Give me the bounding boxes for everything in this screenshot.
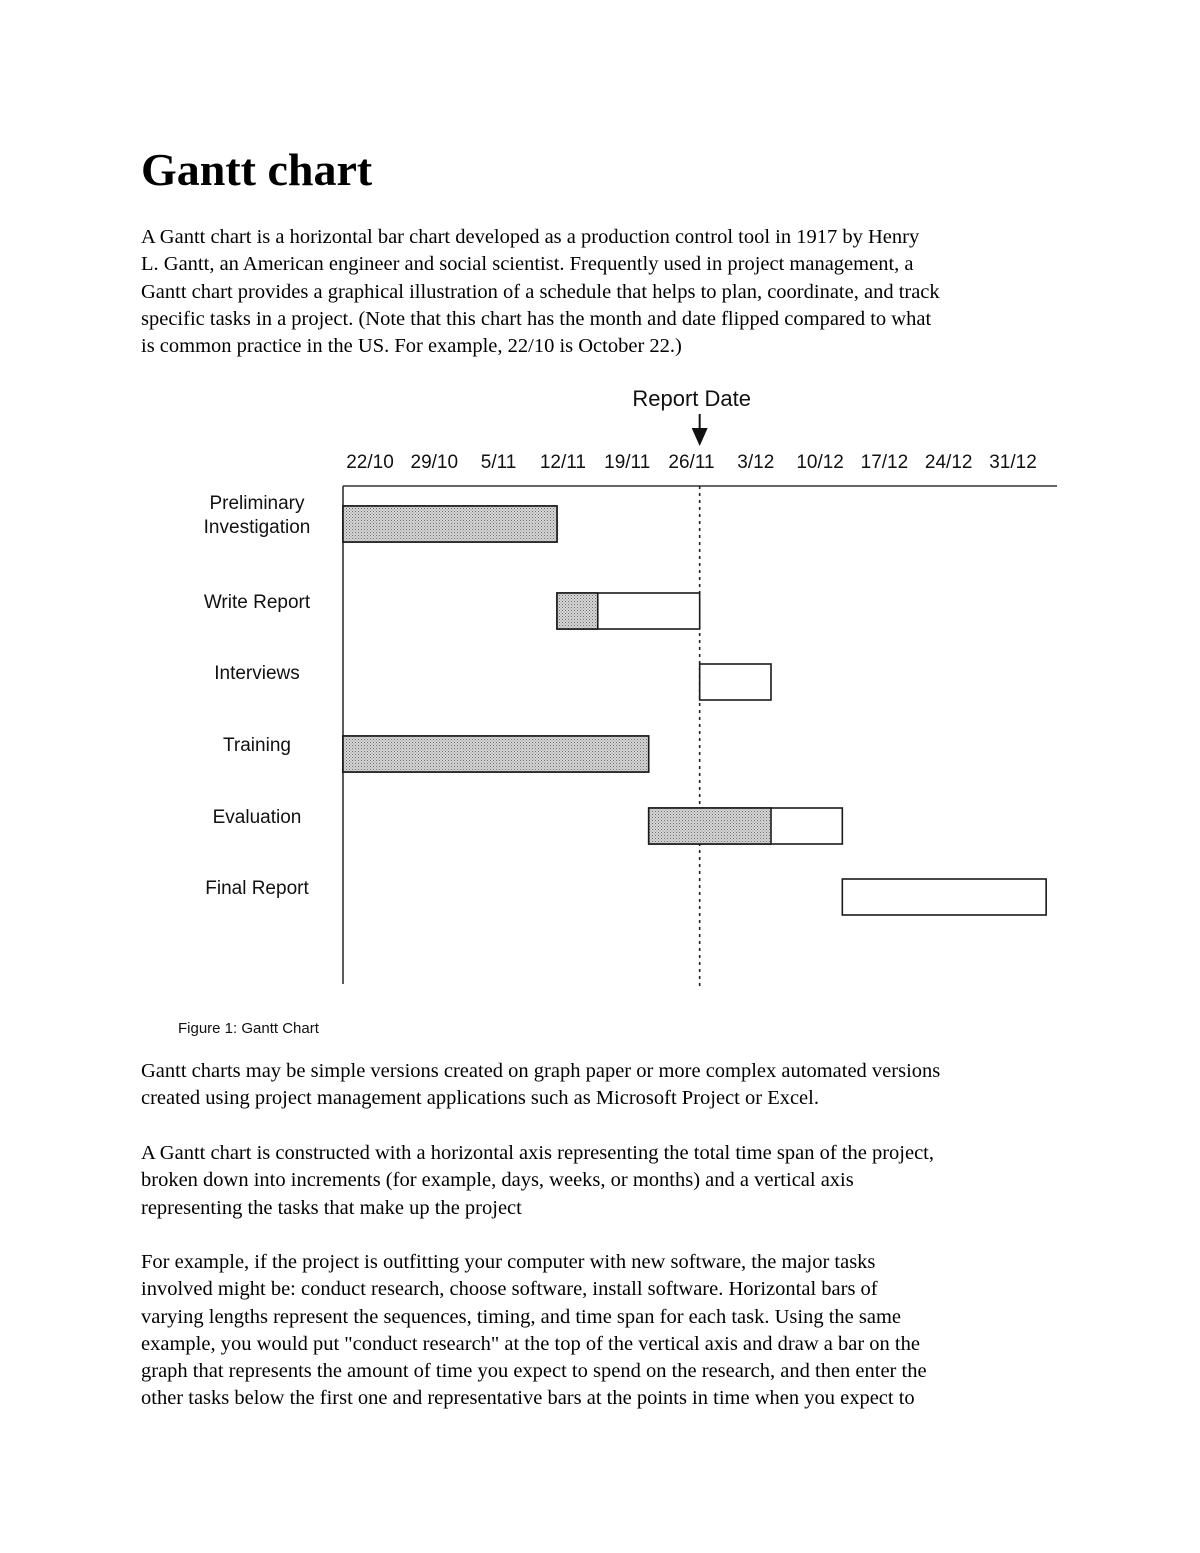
task-label: Final Report (205, 878, 309, 899)
text-line: A Gantt chart is a horizontal bar chart developed as a production control tool in 1917 by Henry (141, 226, 920, 248)
text-line: is common practice in the US. For example, 22/10 is October 22.) (141, 335, 682, 358)
text-line: Gantt charts may be simple versions created on graph paper or more complex automated versions (141, 1060, 941, 1082)
x-tick-label: 22/10 (346, 452, 394, 473)
text-line: graph that represents the amount of time you expect to spend on the research, and then enter the (141, 1360, 927, 1383)
text-line: Gantt chart provides a graphical illustration of a schedule that helps to plan, coordinate, and track (141, 280, 940, 303)
x-tick-label: 3/12 (737, 452, 775, 473)
text-line: A Gantt chart is constructed with a horizontal axis representing the total time span of the project, (141, 1142, 935, 1164)
task-bar (700, 664, 771, 700)
task-bar-completed (557, 593, 598, 629)
paragraph-gantt-example (141, 1249, 1066, 1413)
x-tick-label: 10/12 (796, 452, 844, 473)
x-tick-label: 17/12 (860, 452, 909, 473)
text-line: L. Gantt, an American engineer and social scientist. Frequently used in project management, a (141, 253, 914, 276)
task-bar (842, 879, 1046, 915)
gantt-chart (145, 376, 1065, 996)
x-tick-label: 5/11 (480, 452, 517, 473)
x-tick-label: 12/11 (539, 452, 586, 473)
task-label: Interviews (214, 663, 300, 684)
paragraph-gantt-construction (141, 1140, 1066, 1222)
paragraph-gantt-versions (141, 1058, 1066, 1113)
report-date-label: Report Date (632, 386, 751, 411)
x-tick-label: 24/12 (924, 452, 973, 473)
report-date-arrow-head (692, 428, 708, 446)
page-title: Gantt chart (141, 144, 373, 195)
text-line: example, you would put "conduct research" at the top of the vertical axis and draw a bar on the (141, 1332, 920, 1355)
x-tick-label: 26/11 (668, 452, 715, 473)
task-bar-completed (649, 808, 771, 844)
text-line: created using project management applications such as Microsoft Project or Excel. (141, 1087, 819, 1110)
text-line: other tasks below the first one and representative bars at the points in time when you expect to (141, 1387, 915, 1410)
text-line: involved might be: conduct research, choose software, install software. Horizontal bars of (141, 1278, 878, 1301)
text-line: representing the tasks that make up the project (141, 1196, 522, 1219)
task-label: Write Report (203, 592, 311, 613)
text-line: specific tasks in a project. (Note that this chart has the month and date flipped compared to what (141, 307, 932, 330)
task-label: Investigation (203, 517, 311, 538)
task-label: Preliminary (209, 493, 305, 514)
x-tick-label: 29/10 (410, 452, 459, 473)
text-line: broken down into increments (for example, days, weeks, or months) and a vertical axis (141, 1169, 854, 1192)
text-line: For example, if the project is outfitting your computer with new software, the major tasks (141, 1251, 876, 1273)
task-label: Training (223, 735, 291, 756)
x-tick-label: 31/12 (989, 452, 1037, 473)
text-line: varying lengths represent the sequences, timing, and time span for each task. Using the same (141, 1305, 901, 1328)
task-label: Evaluation (212, 807, 302, 828)
intro-paragraph (141, 224, 1066, 360)
figure-caption: Figure 1: Gantt Chart (178, 1020, 319, 1037)
task-bar-completed (343, 736, 649, 772)
x-tick-label: 19/11 (604, 452, 651, 473)
task-bar-completed (343, 506, 557, 542)
